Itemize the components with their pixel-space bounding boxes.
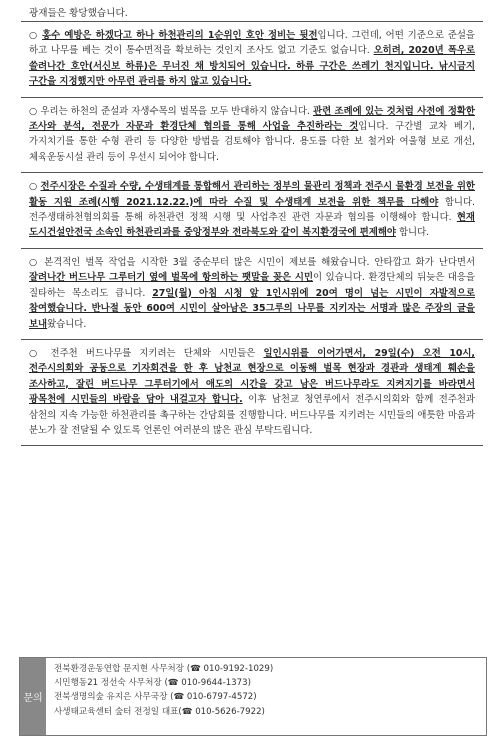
paragraph-list: [21, 21, 483, 446]
emphasis-text: 홍수 예방은 하겠다고 하나 하천관리의 1순위인 호안 정비는 뒷전: [42, 30, 318, 41]
emphasis-text: 일인시위를 이어가면서, 29일(수) 오전 10시, 전주시의회와 공동으로 기자회견을 한 후 남천교 현장으로 이동해 벌목 현장과 경관과 생태계 훼손을 조사하고, 잘린 버드나무 그루터기에서 애도의 시간을 갖고 남은 버드나무라도 지켜지기를 바라면서 광목천에 시민들의 바람을 담아 내걸고자 합니다.: [29, 347, 475, 406]
emphasis-text: 잘려나간 버드나무 그루터기 옆에 벌목에 항의하는 팻말을 꽂은 시민: [29, 272, 314, 284]
body-text: ○ 전주천 버드나무를 지키려는 단체와 시민들은: [29, 347, 264, 359]
body-text: ○ 본격적인 벌목 작업을 시작한 3월 중순부터 많은 시민이 제보를 해왔습니다. 안타깝고 화가 난다면서: [29, 256, 475, 268]
paragraph: [21, 21, 483, 97]
contact-label: 문의: [20, 658, 46, 735]
emphasis-text: 현재 도시건설안전국 소속인 하천관리과를 중앙정부와 전라북도와 같이 복지환경국에 편제해야: [29, 212, 475, 239]
emphasis-text: 전주시장은 수질과 수량, 수생태계를 통합해서 관리하는 정부의 물관리 정책과 전주시 물환경 보전을 위한 활동 지원 조례(시행 2021.12.22.)에 따라 수질 및 수생태계 보전을 위한 책무를 다해야: [29, 181, 475, 208]
emphasis-text: 관련 조례에 있는 것처럼 사전에 정확한 조사와 분석, 전문가 자문과 환경단체 협의를 통해 사업을 추진하라는 것: [29, 105, 475, 133]
body-text: 합니다. 전주생태하천협의회를 통해 하천관련 정책 시행 및 사업추진 관련 자문과 협의를 이행해야 합니다.: [29, 196, 475, 224]
paragraph: [21, 339, 483, 446]
contact-line: 시민행동21 정선숙 사무처장 (☎ 010-9644-1373): [54, 678, 251, 689]
body-text: 합니다.: [396, 227, 430, 239]
contact-line: 사생태교육센터 숲터 전정일 대표(☎ 010-5626-7922): [54, 706, 265, 717]
body-text: 입니다. 구간별 교차 베기, 가지치기를 통한 수형 관리 등 다양한 방법을 검토해야 합니다. 용도를 다한 보 철거와 여울형 보로 개선, 체육운동시설 관리 등이 우선시 되어야 합니다.: [29, 121, 475, 163]
emphasis-text: 오히려, 2020년 폭우로 쓸려나간 호안(서신보 하류)은 무너진 채 방치되어 있습니다. 하류 구간은 쓰레기 천지입니다. 낚시금지 구간을 지정했지만 아무런 관리를 하지 않고 있습니다.: [29, 45, 476, 88]
paragraph: [21, 97, 483, 173]
body-text: 이 있습니다. 환경단체의 뒤늦은 대응을 질타하는 목소리도 큽니다.: [29, 272, 475, 299]
body-text: ○: [29, 181, 41, 193]
paragraph: [21, 172, 483, 248]
paragraph: [21, 248, 483, 339]
contact-line: 전북생명의숲 유지은 사무국장 (☎ 010-6797-4572): [54, 692, 257, 703]
body-text: ○: [29, 30, 43, 41]
contact-line: 전북환경운동연합 문지현 사무처장 (☎ 010-9192-1029): [54, 664, 274, 674]
body-text: ○ 우리는 하천의 준설과 자생수목의 벌목을 모두 반대하지 않습니다.: [29, 105, 314, 117]
press-release-body: [21, 0, 483, 446]
body-text: 왔습니다.: [47, 318, 87, 330]
contact-box: [19, 657, 487, 736]
body-text: 입니다. 그런데, 어떤 기준으로 준설을 하고 나무를 베는 것이 통수면적을 확보하는 것인지 조사도 없고 기준도 없습니다.: [29, 30, 475, 57]
contact-lines: [46, 658, 281, 735]
text-fragment: 광재들은 황당했습니다.: [29, 8, 128, 19]
body-text: 이후 남천교 청연루에서 전주시의회와 함께 전주천과 삼천의 지속 가능한 하천관리를 촉구하는 간담회를 진행합니다. 버드나무를 지키려는 시민들의 애틋한 마음과 분노가 잘 전달될 수 있도록 언론인 여러분의 많은 관심 부탁드립니다.: [29, 394, 475, 436]
emphasis-text: 27일(월) 아침 시청 앞 1인시위에 20여 명이 넘는 시민이 자발적으로 참여했습니다. 반나절 동안 600여 시민이 살아남은 35그루의 나무를 지키자는 서명과 많은 주장의 글을 보내: [29, 287, 475, 330]
